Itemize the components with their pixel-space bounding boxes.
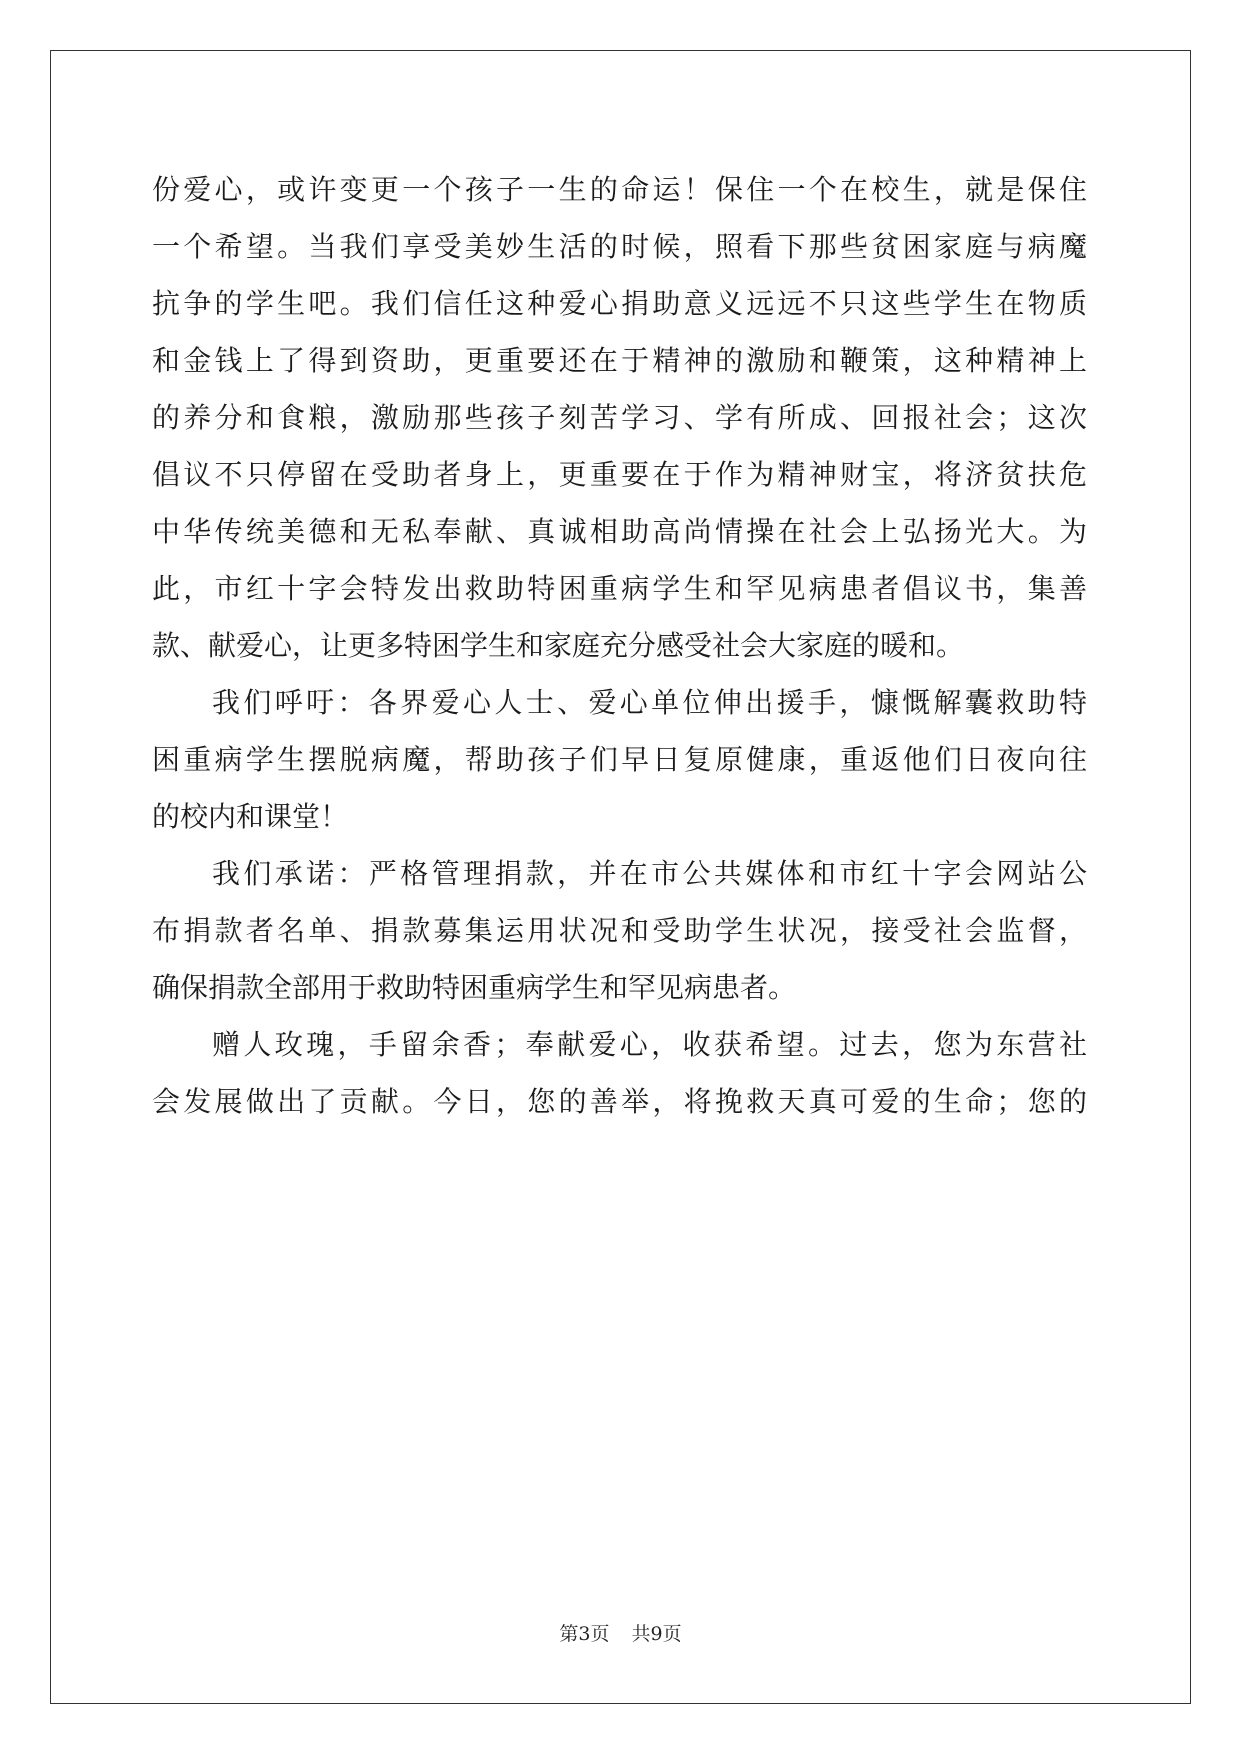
text-line: 中华传统美德和无私奉献、真诚相助高尚情操在社会上弘扬光大。为 (152, 515, 1087, 548)
text-line: 抗争的学生吧。我们信任这种爱心捐助意义远远不只这些学生在物质 (152, 287, 1087, 320)
page-number-current: 第3页 (559, 1623, 610, 1645)
text-line: 我们呼吁：各界爱心人士、爱心单位伸出援手，慷慨解囊救助特 (212, 686, 1087, 719)
page-footer (0, 1621, 1241, 1647)
text-line: 赠人玫瑰，手留余香；奉献爱心，收获希望。过去，您为东营社 (212, 1028, 1087, 1061)
text-line: 此，市红十字会特发出救助特困重病学生和罕见病患者倡议书，集善 (152, 572, 1087, 605)
text-line: 倡议不只停留在受助者身上，更重要在于作为精神财宝，将济贫扶危 (152, 458, 1087, 491)
text-line: 困重病学生摆脱病魔，帮助孩子们早日复原健康，重返他们日夜向往 (152, 743, 1087, 776)
text-line: 会发展做出了贡献。今日，您的善举，将挽救天真可爱的生命；您的 (152, 1085, 1087, 1118)
text-line: 我们承诺：严格管理捐款，并在市公共媒体和市红十字会网站公 (212, 857, 1087, 890)
text-line: 和金钱上了得到资助，更重要还在于精神的激励和鞭策，这种精神上 (152, 344, 1087, 377)
text-line: 的校内和课堂！ (152, 800, 349, 833)
text-line: 的养分和食粮，激励那些孩子刻苦学习、学有所成、回报社会；这次 (152, 401, 1087, 434)
text-line: 款、献爱心，让更多特困学生和家庭充分感受社会大家庭的暖和。 (152, 629, 965, 662)
page-number-total: 共9页 (631, 1623, 682, 1645)
text-line: 一个希望。当我们享受美妙生活的时候，照看下那些贫困家庭与病魔 (152, 230, 1087, 263)
text-line: 确保捐款全部用于救助特困重病学生和罕见病患者。 (152, 971, 797, 1004)
text-line: 布捐款者名单、捐款募集运用状况和受助学生状况，接受社会监督， (152, 914, 1087, 947)
text-line: 份爱心，或许变更一个孩子一生的命运！保住一个在校生，就是保住 (152, 173, 1087, 206)
